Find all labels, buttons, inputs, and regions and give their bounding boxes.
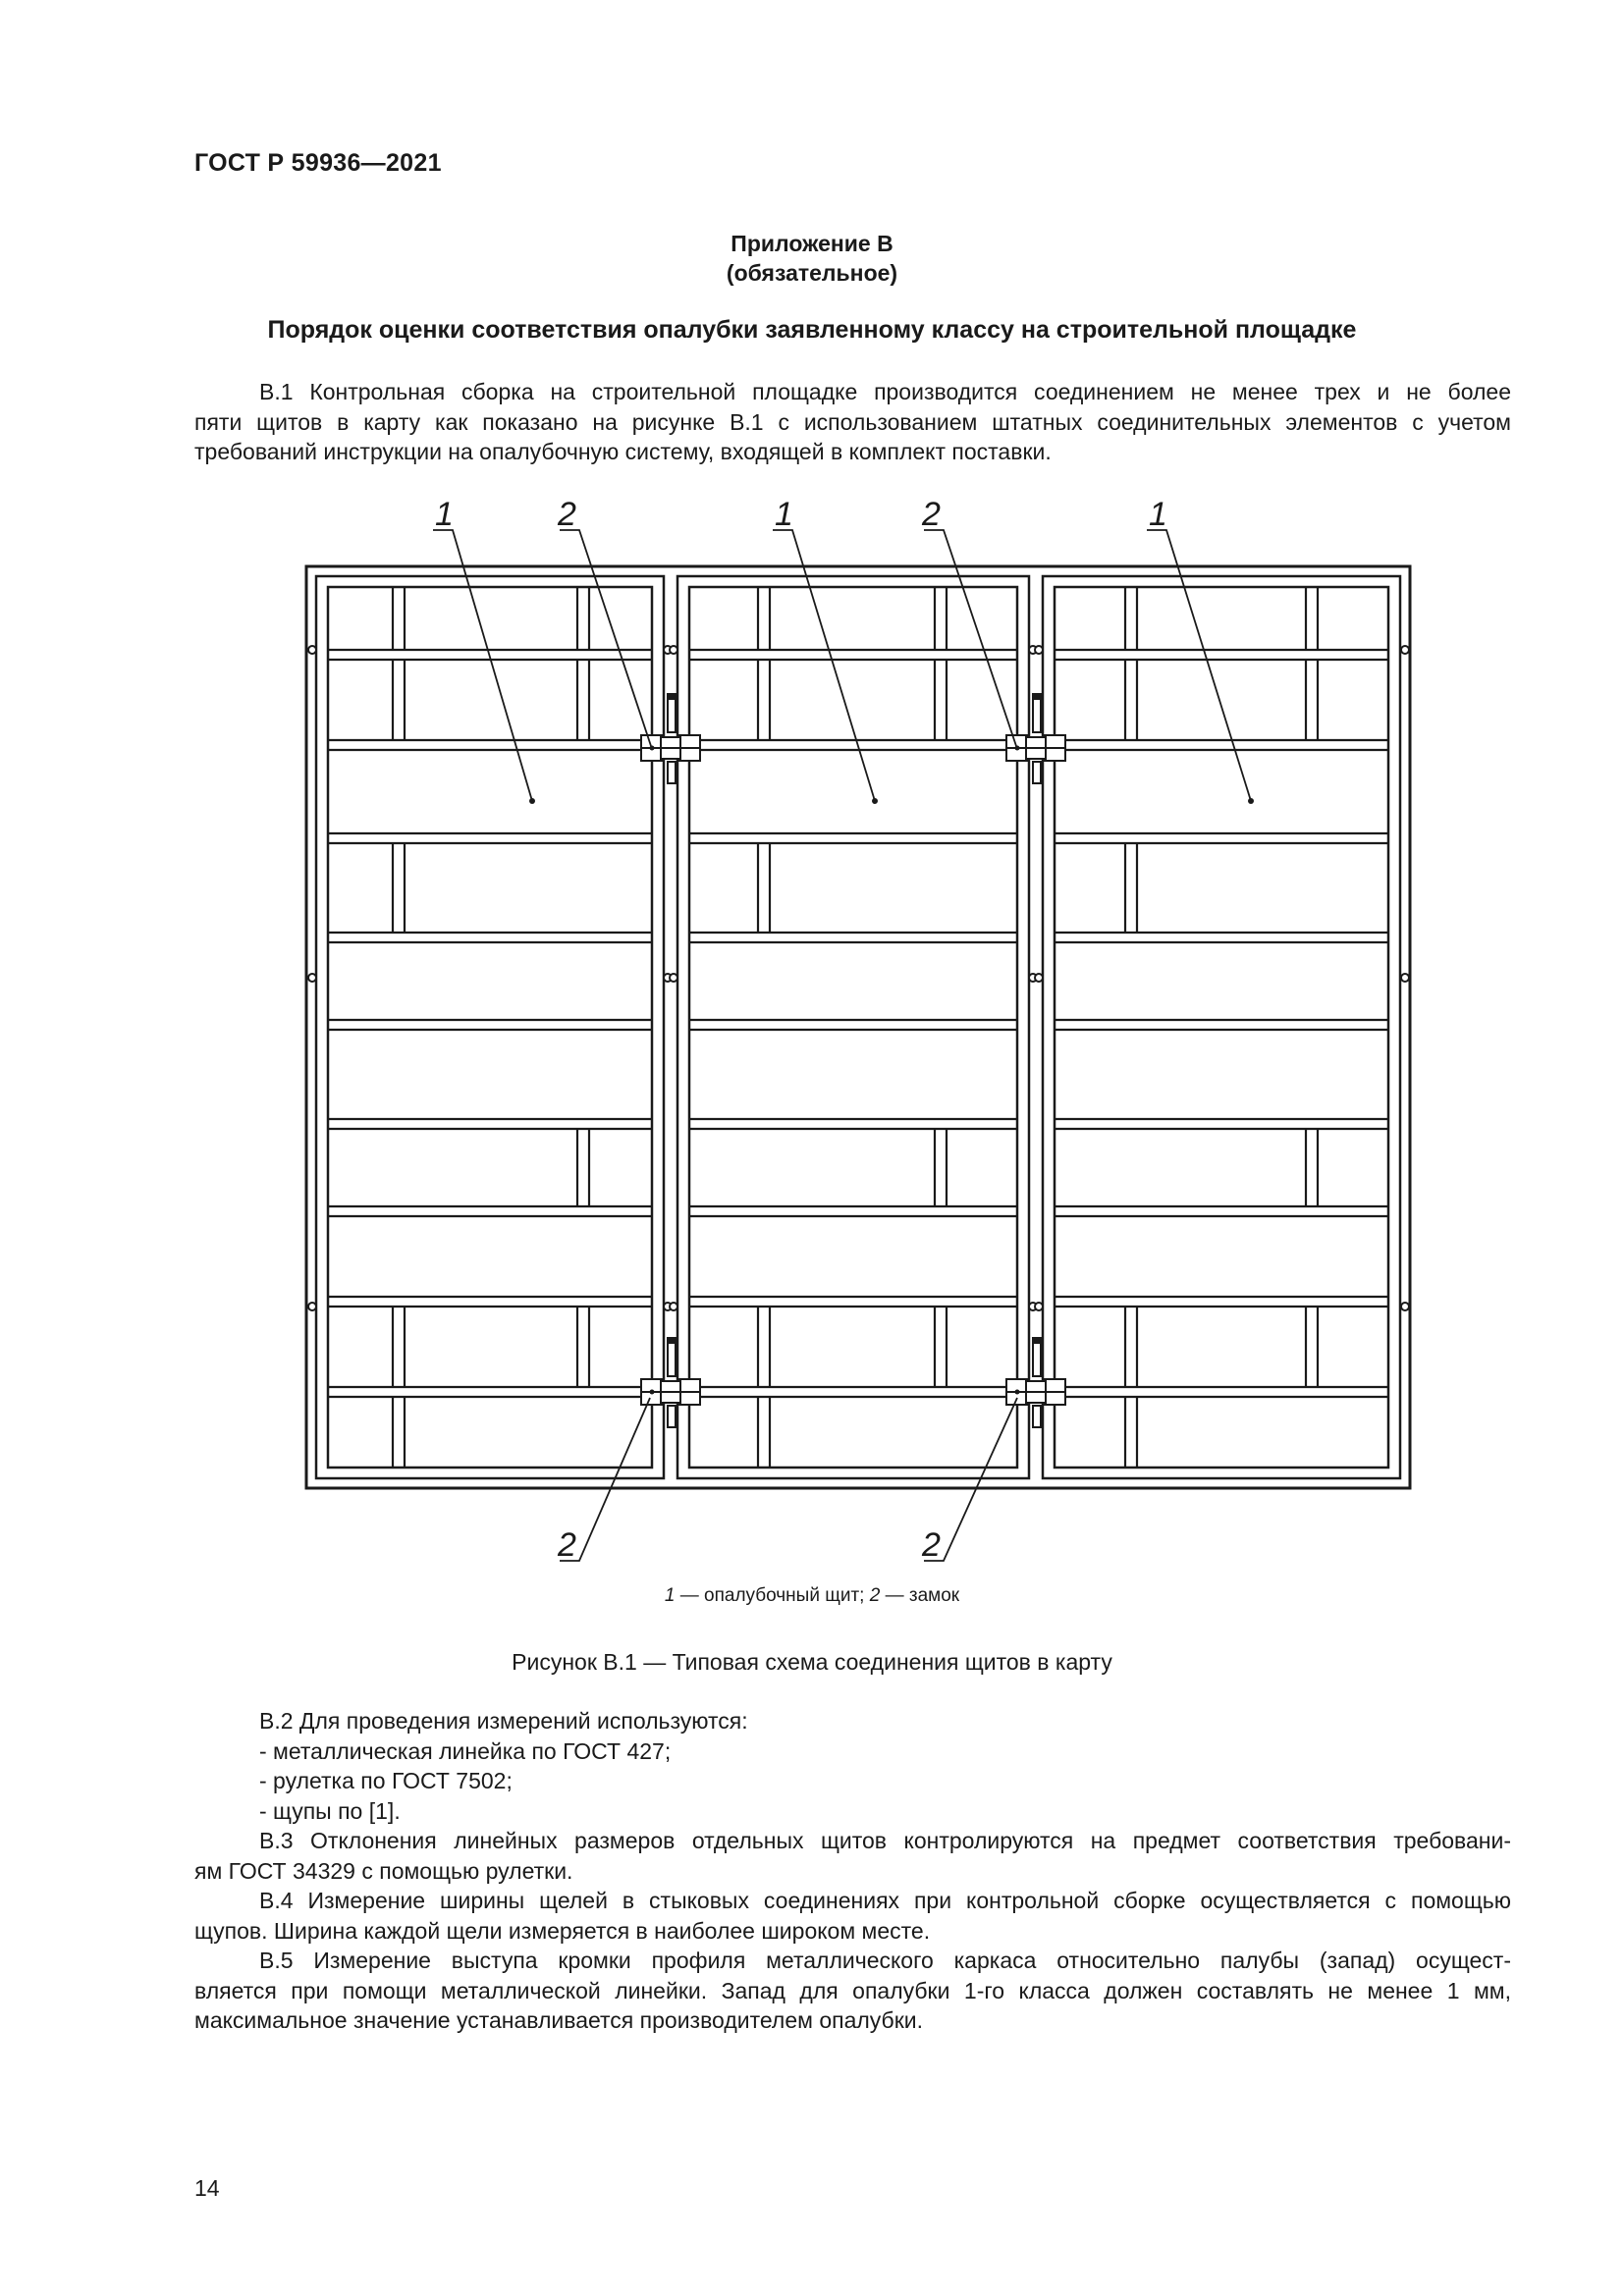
lock-clamp (641, 1337, 700, 1427)
paragraph-line: В.2 Для проведения измерений используются: (259, 1708, 748, 1734)
figure-caption: Рисунок В.1 — Типовая схема соединения щитов в карту (512, 1649, 1112, 1675)
paragraph-b4 (194, 1886, 1511, 1946)
callout-label: 1 (1149, 496, 1167, 533)
figure-legend: 1 — опалубочный щит; 2 — замок (664, 1585, 960, 1606)
paragraph-line: В.3 Отклонения линейных размеров отдельных щитов контролируются на предмет соответствия требовани- (259, 1828, 1511, 1853)
callout-label: 2 (922, 1526, 941, 1564)
lock-clamp (1006, 1337, 1065, 1427)
paragraph-line: требований инструкции на опалубочную систему, входящей в комплект поставки. (194, 439, 1052, 464)
leader-lines (433, 530, 1251, 1561)
document-id: ГОСТ Р 59936—2021 (194, 149, 442, 177)
list-item: - рулетка по ГОСТ 7502; (259, 1768, 513, 1793)
paragraph-b3 (194, 1826, 1511, 1886)
paragraph-line: ям ГОСТ 34329 с помощью рулетки. (194, 1857, 573, 1884)
list-item: - щупы по [1]. (259, 1797, 401, 1824)
list-item: - металлическая линейка по ГОСТ 427; (259, 1737, 672, 1764)
assembly-outline (306, 566, 1410, 1488)
section-title: Порядок оценки соответствия опалубки заявленному классу на строительной площадке (267, 316, 1357, 344)
paragraph-line: В.5 Измерение выступа кромки профиля металлического каркаса относительно палубы (запад) осущест- (259, 1948, 1511, 1973)
panel-center-points (529, 798, 1254, 804)
callout-label: 2 (558, 1526, 576, 1564)
callout-label: 1 (775, 496, 793, 533)
lock-clamp (641, 693, 700, 783)
formwork-panel (1043, 576, 1400, 1478)
formwork-panel (677, 576, 1029, 1478)
page-number: 14 (194, 2175, 220, 2201)
callout-label: 1 (435, 496, 454, 533)
callout-label: 2 (558, 496, 576, 533)
formwork-panel (316, 576, 664, 1478)
callout-label: 2 (922, 496, 941, 533)
paragraph-line: пяти щитов в карту как показано на рисунке В.1 с использованием штатных соединительных элементов с учетом (194, 408, 1511, 435)
paragraph-line: щупов. Ширина каждой щели измеряется в наиболее широком месте. (194, 1917, 931, 1944)
paragraph-line: максимальное значение устанавливается производителем опалубки. (194, 2007, 924, 2033)
paragraph-b2 (259, 1706, 748, 1826)
paragraph-b5 (194, 1946, 1511, 2036)
paragraph-line: вляется при помощи металлической линейки. Запад для опалубки 1-го класса должен составлять не менее 1 мм, (194, 1977, 1511, 2003)
lock-clamp (1006, 693, 1065, 783)
paragraph-line: В.4 Измерение ширины щелей в стыковых соединениях при контрольной сборке осуществляется с помощью (259, 1888, 1511, 1913)
appendix-status: (обязательное) (726, 260, 898, 286)
appendix-title: Приложение В (731, 231, 893, 256)
paragraph-line: В.1 Контрольная сборка на строительной площадке производится соединением не менее трех и не более (259, 379, 1511, 404)
